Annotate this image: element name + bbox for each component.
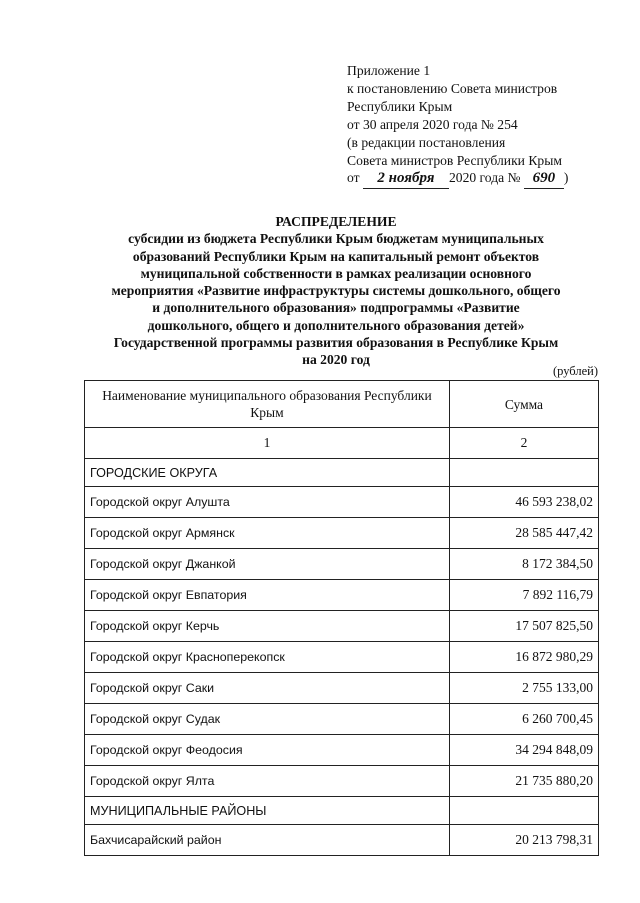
annex-line: Совета министров Республики Крым xyxy=(347,152,562,168)
table-row xyxy=(85,825,599,856)
column-number-row xyxy=(85,428,599,459)
municipality-name: Городской округ Керчь xyxy=(85,611,450,642)
subsidy-amount: 7 892 116,79 xyxy=(449,580,598,611)
annex-line: от 30 апреля 2020 года № 254 xyxy=(347,116,518,132)
section-row xyxy=(85,797,599,825)
annex-year: 2020 года № xyxy=(448,170,521,186)
column-number-1: 1 xyxy=(85,428,450,459)
municipality-name: Городской округ Армянск xyxy=(85,518,450,549)
municipality-name: Бахчисарайский район xyxy=(85,825,450,856)
subsidy-amount: 21 735 880,20 xyxy=(449,766,598,797)
subsidy-amount: 46 593 238,02 xyxy=(449,487,598,518)
table-row xyxy=(85,735,599,766)
subsidy-amount: 28 585 447,42 xyxy=(449,518,598,549)
title-line: дошкольного, общего и дополнительного образования детей» xyxy=(147,317,525,333)
table-row xyxy=(85,580,599,611)
municipality-name: Городской округ Алушта xyxy=(85,487,450,518)
municipality-name: Городской округ Красноперекопск xyxy=(85,642,450,673)
table-row xyxy=(85,642,599,673)
section-row xyxy=(85,459,599,487)
municipality-name: Городской округ Судак xyxy=(85,704,450,735)
table-row xyxy=(85,766,599,797)
municipality-name: Городской округ Евпатория xyxy=(85,580,450,611)
subsidy-amount: 34 294 848,09 xyxy=(449,735,598,766)
annex-close: ) xyxy=(563,170,569,186)
subsidy-amount: 20 213 798,31 xyxy=(449,825,598,856)
annex-line: Приложение 1 xyxy=(347,63,431,78)
title-line: муниципальной собственности в рамках реализации основного xyxy=(140,265,532,281)
table-header-row xyxy=(85,381,599,428)
title-line: мероприятия «Развитие инфраструктуры системы дошкольного, общего xyxy=(111,283,561,299)
column-number-2: 2 xyxy=(449,428,598,459)
subsidy-amount: 2 755 133,00 xyxy=(449,673,598,704)
handwritten-number: 690 xyxy=(524,170,564,189)
section-empty-cell xyxy=(449,797,598,825)
municipality-name: Городской округ Феодосия xyxy=(85,735,450,766)
title-line: Государственной программы развития образования в Республике Крым xyxy=(113,335,559,351)
table-row xyxy=(85,611,599,642)
municipality-name: Городской округ Джанкой xyxy=(85,549,450,580)
table-row xyxy=(85,704,599,735)
header-name: Наименование муниципального образования Республики Крым xyxy=(85,381,450,428)
subsidy-amount: 16 872 980,29 xyxy=(449,642,598,673)
section-title: ГОРОДСКИЕ ОКРУГА xyxy=(85,459,450,487)
title-line: образований Республики Крым на капитальный ремонт объектов xyxy=(132,248,540,264)
table-row xyxy=(85,487,599,518)
annex-line: Республики Крым xyxy=(347,98,453,114)
subsidy-amount: 6 260 700,45 xyxy=(449,704,598,735)
annex-line: к постановлению Совета министров xyxy=(347,80,558,96)
municipality-name: Городской округ Саки xyxy=(85,673,450,704)
section-empty-cell xyxy=(449,459,598,487)
distribution-table xyxy=(84,380,599,856)
units-label: (рублей) xyxy=(552,364,598,378)
annex-ot: от xyxy=(347,170,360,186)
section-title: МУНИЦИПАЛЬНЫЕ РАЙОНЫ xyxy=(85,797,450,825)
annex-amendment-line xyxy=(347,169,632,189)
subsidy-amount: 17 507 825,50 xyxy=(449,611,598,642)
municipality-name: Городской округ Ялта xyxy=(85,766,450,797)
table-row xyxy=(85,673,599,704)
title-line: на 2020 год xyxy=(302,352,370,368)
document-title xyxy=(70,213,602,369)
subsidy-amount: 8 172 384,50 xyxy=(449,549,598,580)
annex-line: (в редакции постановления xyxy=(347,134,506,150)
table-row xyxy=(85,549,599,580)
table-row xyxy=(85,518,599,549)
header-sum: Сумма xyxy=(449,381,598,428)
annex-block xyxy=(347,62,632,189)
title-line: и дополнительного образования» подпрограммы «Развитие xyxy=(152,300,520,316)
title-heading: РАСПРЕДЕЛЕНИЕ xyxy=(275,214,397,229)
title-line: субсидии из бюджета Республики Крым бюджетам муниципальных xyxy=(128,231,544,247)
handwritten-date: 2 ноября xyxy=(363,170,449,189)
